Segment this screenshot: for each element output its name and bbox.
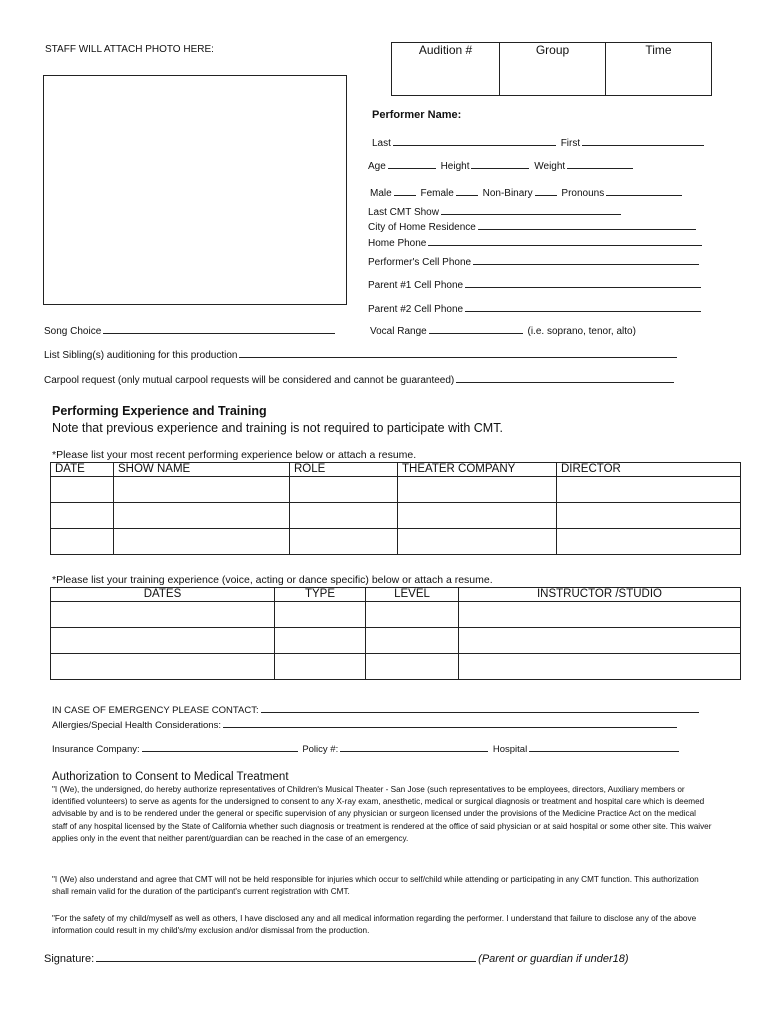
height-field[interactable]	[471, 158, 529, 169]
siblings-label: List Sibling(s) auditioning for this production	[44, 350, 238, 361]
col-instructor-studio: INSTRUCTOR /STUDIO	[459, 588, 741, 602]
col-show-name: SHOW NAME	[114, 463, 290, 477]
parent1-label: Parent #1 Cell Phone	[368, 280, 464, 291]
table-cell[interactable]	[114, 503, 290, 529]
table-cell[interactable]	[557, 477, 741, 503]
time-header: Time	[645, 43, 672, 57]
vocal-range-row	[370, 323, 636, 337]
weight-field[interactable]	[567, 158, 633, 169]
vocal-range-field[interactable]	[429, 323, 523, 334]
audition-number-cell[interactable]	[392, 43, 500, 96]
cell-phone-field[interactable]	[473, 254, 699, 265]
insurance-row	[52, 741, 681, 755]
first-field[interactable]	[582, 135, 704, 146]
table-cell[interactable]	[290, 503, 398, 529]
table-cell[interactable]	[459, 654, 741, 680]
table-row	[51, 628, 741, 654]
time-cell[interactable]	[606, 43, 712, 96]
table-row	[51, 477, 741, 503]
col-date: DATE	[51, 463, 114, 477]
table-cell[interactable]	[366, 654, 459, 680]
table-row	[51, 602, 741, 628]
allergies-row	[52, 717, 679, 731]
allergies-field[interactable]	[223, 717, 677, 728]
audition-table	[391, 42, 712, 96]
table-row	[51, 529, 741, 555]
song-choice-row	[44, 323, 337, 337]
col-role: ROLE	[290, 463, 398, 477]
siblings-row	[44, 347, 679, 361]
authorization-paragraph-2: "I (We) also understand and agree that CMT will not be held responsible for injuries which occur to self/child while attending or participating in any CMT function. This authorization shall remain valid for the duration of the participant's current registration with CMT.	[52, 875, 699, 897]
vocal-range-label: Vocal Range	[370, 326, 427, 337]
last-show-label: Last CMT Show	[368, 207, 439, 218]
age-label: Age	[368, 161, 386, 172]
table-cell[interactable]	[51, 503, 114, 529]
table-cell[interactable]	[275, 628, 366, 654]
parent2-row	[368, 301, 703, 315]
experience-title: Performing Experience and Training	[52, 404, 267, 418]
table-cell[interactable]	[557, 503, 741, 529]
pronouns-label: Pronouns	[561, 188, 605, 199]
col-dates: DATES	[51, 588, 275, 602]
female-field[interactable]	[456, 185, 478, 196]
allergies-label: Allergies/Special Health Considerations:	[52, 720, 221, 731]
audition-number-header: Audition #	[418, 43, 473, 57]
table-cell[interactable]	[557, 529, 741, 555]
table-cell[interactable]	[51, 529, 114, 555]
city-label: City of Home Residence	[368, 222, 476, 233]
weight-label: Weight	[534, 161, 566, 172]
col-director: DIRECTOR	[557, 463, 741, 477]
col-level: LEVEL	[366, 588, 459, 602]
female-label: Female	[420, 188, 454, 199]
table-cell[interactable]	[51, 654, 275, 680]
vocal-range-hint: (i.e. soprano, tenor, alto)	[527, 326, 636, 337]
signature-row	[44, 951, 629, 965]
last-show-field[interactable]	[441, 204, 621, 215]
table-cell[interactable]	[114, 477, 290, 503]
group-header: Group	[535, 43, 570, 57]
table-cell[interactable]	[398, 503, 557, 529]
emergency-field[interactable]	[261, 702, 699, 713]
table-cell[interactable]	[275, 602, 366, 628]
table-cell[interactable]	[51, 477, 114, 503]
table-cell[interactable]	[459, 602, 741, 628]
parent1-row	[368, 277, 703, 291]
last-show-row	[368, 204, 623, 218]
table-cell[interactable]	[398, 477, 557, 503]
insurance-label: Insurance Company:	[52, 744, 140, 755]
authorization-paragraph-1: "I (We), the undersigned, do hereby authorize representatives of Children's Musical Theater - San Jose (such representatives to be employees, directors, Auxiliary members or identified volunteers) to serve as agents for the undersigned to consent to any X-ray exam, anesthetic, medical or surgical diagnosis or treatment and hospital care which is deemed advisable by and is to be rendered under the general or specific supervision of any physician or surgeon licensed under the provisions of the Medicine Practice Act on the medical staff of any hospital licensed by the State of California whether such diagnosis or treatment is rendered at the office of said physician or at said hospital or some other site. This waiver applies only in the event that neither parent/guardian can be reached in the case of an emergency.	[52, 785, 712, 843]
performing-header-row	[51, 463, 741, 477]
hospital-label: Hospital	[492, 744, 528, 755]
authorization-paragraph-3: "For the safety of my child/myself as well as others, I have disclosed any and all medical information regarding the performer. I understand that failure to disclose any of the above information could result in my child's/my exclusion and/or dismissal from the production.	[52, 914, 697, 936]
authorization-title: Authorization to Consent to Medical Treatment	[52, 771, 289, 783]
age-field[interactable]	[388, 158, 436, 169]
home-phone-row	[368, 235, 704, 249]
performing-table	[50, 462, 741, 555]
performing-prompt: *Please list your most recent performing experience below or attach a resume.	[52, 449, 417, 461]
non-binary-label: Non-Binary	[482, 188, 533, 199]
height-label: Height	[440, 161, 470, 172]
col-theater-company: THEATER COMPANY	[398, 463, 557, 477]
insurance-field[interactable]	[142, 741, 298, 752]
home-phone-field[interactable]	[428, 235, 702, 246]
male-field[interactable]	[394, 185, 416, 196]
signature-note: (Parent or guardian if under18)	[478, 953, 629, 965]
table-cell[interactable]	[290, 477, 398, 503]
hospital-field[interactable]	[529, 741, 679, 752]
policy-label: Policy #:	[302, 744, 339, 755]
table-cell[interactable]	[366, 602, 459, 628]
age-row	[368, 158, 635, 172]
performer-name-title: Performer Name:	[372, 109, 462, 121]
table-row	[51, 503, 741, 529]
cell-phone-label: Performer's Cell Phone	[368, 257, 472, 268]
table-cell[interactable]	[366, 628, 459, 654]
col-type: TYPE	[275, 588, 366, 602]
first-label: First	[560, 138, 581, 149]
group-cell[interactable]	[500, 43, 606, 96]
last-label: Last	[372, 138, 391, 149]
last-field[interactable]	[393, 135, 556, 146]
non-binary-field[interactable]	[535, 185, 557, 196]
parent1-field[interactable]	[465, 277, 701, 288]
experience-note: Note that previous experience and training is not required to participate with CMT.	[52, 421, 503, 435]
table-cell[interactable]	[275, 654, 366, 680]
emergency-label: IN CASE OF EMERGENCY PLEASE CONTACT:	[52, 705, 259, 716]
pronouns-field[interactable]	[606, 185, 682, 196]
signature-field[interactable]	[96, 951, 476, 962]
table-cell[interactable]	[114, 529, 290, 555]
signature-label: Signature:	[44, 953, 95, 965]
parent2-label: Parent #2 Cell Phone	[368, 304, 464, 315]
table-cell[interactable]	[51, 602, 275, 628]
carpool-row	[44, 372, 676, 386]
siblings-field[interactable]	[239, 347, 677, 358]
training-table	[50, 587, 741, 680]
training-prompt: *Please list your training experience (voice, acting or dance specific) below or attach a resume.	[52, 574, 493, 586]
table-cell[interactable]	[290, 529, 398, 555]
carpool-field[interactable]	[456, 372, 674, 383]
emergency-row	[52, 702, 701, 716]
parent2-field[interactable]	[465, 301, 701, 312]
photo-label: STAFF WILL ATTACH PHOTO HERE:	[45, 44, 214, 55]
song-choice-field[interactable]	[103, 323, 335, 334]
carpool-label: Carpool request (only mutual carpool requests will be considered and cannot be guaranteed)	[44, 375, 455, 386]
table-row	[51, 654, 741, 680]
cell-phone-row	[368, 254, 701, 268]
policy-field[interactable]	[340, 741, 488, 752]
table-cell[interactable]	[51, 628, 275, 654]
city-field[interactable]	[478, 219, 696, 230]
table-cell[interactable]	[398, 529, 557, 555]
gender-row	[370, 185, 684, 199]
photo-box	[43, 75, 347, 305]
song-choice-label: Song Choice	[44, 326, 102, 337]
city-row	[368, 219, 698, 233]
name-row	[372, 135, 706, 149]
training-header-row	[51, 588, 741, 602]
table-cell[interactable]	[459, 628, 741, 654]
home-phone-label: Home Phone	[368, 238, 427, 249]
male-label: Male	[370, 188, 392, 199]
